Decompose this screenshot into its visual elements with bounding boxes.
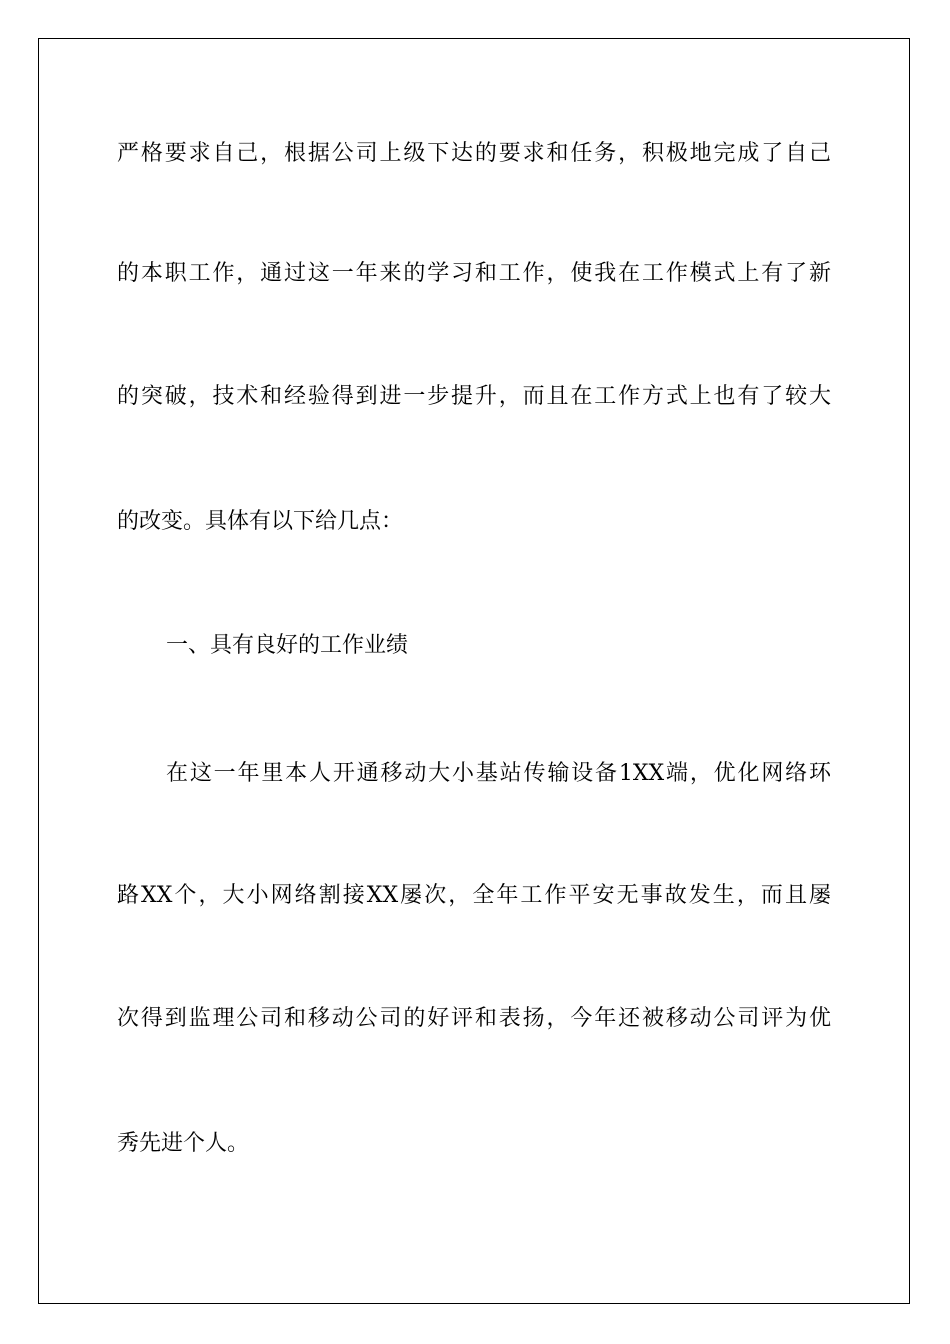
paragraph-line-6: 路XX个，大小网络割接XX屡次，全年工作平安无事故发生，而且屡 [117,883,831,908]
paragraph-line-1: 严格要求自己，根据公司上级下达的要求和任务，积极地完成了自己 [117,141,831,166]
paragraph-line-4: 的改变。具体有以下给几点： [117,509,404,534]
paragraph-line-5: 在这一年里本人开通移动大小基站传输设备1XX端，优化网络环 [166,761,831,786]
page-border [38,38,910,1304]
paragraph-line-7: 次得到监理公司和移动公司的好评和表扬，今年还被移动公司评为优 [117,1006,831,1031]
paragraph-line-8: 秀先进个人。 [117,1131,250,1156]
section-heading: 一、具有良好的工作业绩 [166,633,409,658]
paragraph-line-2: 的本职工作，通过这一年来的学习和工作，使我在工作模式上有了新 [117,261,831,286]
paragraph-line-3: 的突破，技术和经验得到进一步提升，而且在工作方式上也有了较大 [117,384,831,409]
